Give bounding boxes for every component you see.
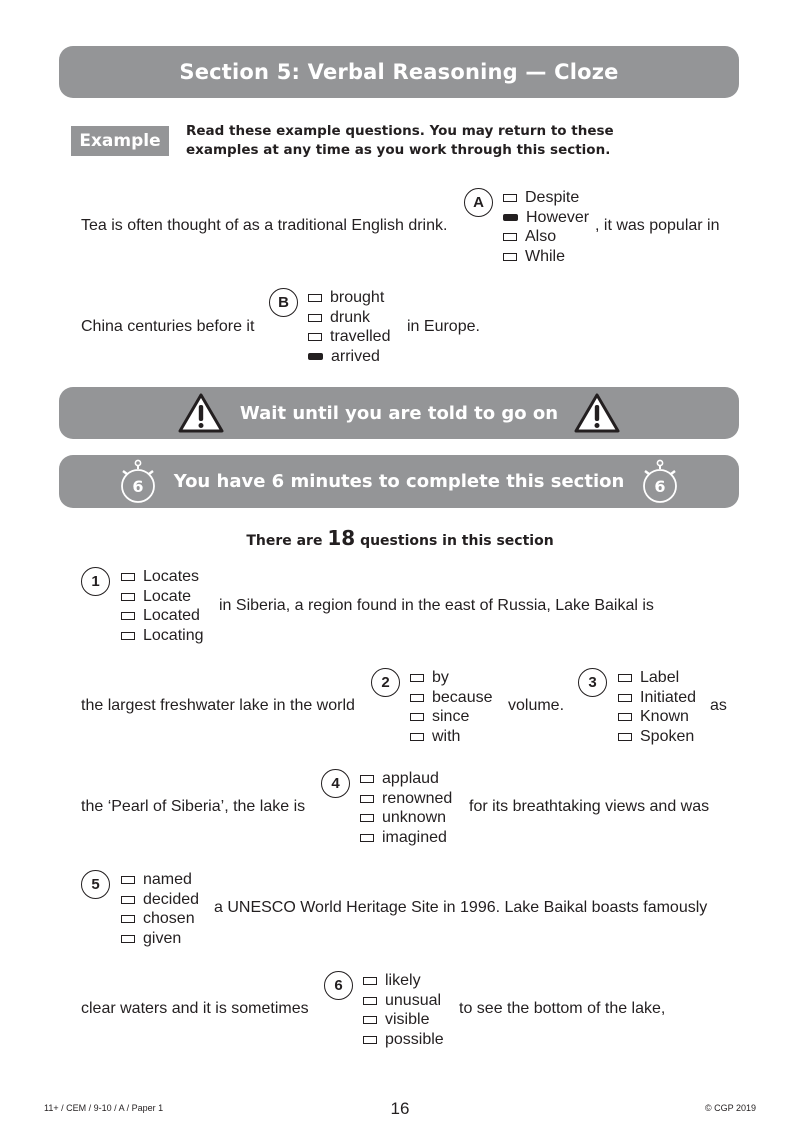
wait-banner [59, 387, 739, 439]
checkbox-icon[interactable] [363, 997, 377, 1005]
option-however[interactable]: However [503, 208, 589, 228]
footer-paper-code: 11+ / CEM / 9-10 / A / Paper 1 [44, 1103, 164, 1113]
checkbox-icon[interactable] [121, 612, 135, 620]
passage-line-2-after: as [710, 697, 727, 714]
question-marker-5: 5 [81, 870, 110, 899]
checkbox-icon[interactable] [121, 573, 135, 581]
passage-line-4: a UNESCO World Heritage Site in 1996. Lake Baikal boasts famously [214, 899, 708, 916]
options-group-1 [121, 567, 204, 645]
checkbox-icon[interactable] [410, 674, 424, 682]
options-group-5 [121, 870, 199, 948]
option-known[interactable]: Known [618, 707, 696, 727]
passage-line-1: in Siberia, a region found in the east of Russia, Lake Baikal is [219, 597, 654, 614]
time-text: You have 6 minutes to complete this section [173, 471, 625, 492]
option-initiated[interactable]: Initiated [618, 688, 696, 708]
checkbox-icon[interactable] [503, 233, 517, 241]
question-marker-2: 2 [371, 668, 400, 697]
checkbox-icon[interactable] [121, 896, 135, 904]
checkbox-icon[interactable] [308, 294, 322, 302]
checkbox-checked-icon[interactable] [308, 353, 323, 360]
option-brought[interactable]: brought [308, 288, 390, 308]
checkbox-icon[interactable] [121, 593, 135, 601]
option-unusual[interactable]: unusual [363, 991, 444, 1011]
option-by[interactable]: by [410, 668, 493, 688]
question-count: There are 18 questions in this section [246, 526, 554, 550]
option-locating[interactable]: Locating [121, 626, 204, 646]
checkbox-icon[interactable] [308, 333, 322, 341]
option-imagined[interactable]: imagined [360, 828, 452, 848]
footer-copyright: © CGP 2019 [705, 1103, 756, 1113]
option-because[interactable]: because [410, 688, 493, 708]
checkbox-icon[interactable] [410, 694, 424, 702]
question-marker-3: 3 [578, 668, 607, 697]
checkbox-icon[interactable] [618, 694, 632, 702]
checkbox-icon[interactable] [121, 915, 135, 923]
options-group-4 [360, 769, 452, 847]
checkbox-icon[interactable] [618, 674, 632, 682]
checkbox-icon[interactable] [410, 713, 424, 721]
option-decided[interactable]: decided [121, 890, 199, 910]
passage-line-3-before: the ‘Pearl of Siberia’, the lake is [81, 798, 306, 815]
stopwatch-icon [635, 459, 685, 505]
passage-line-3-after: for its breathtaking views and was [469, 798, 710, 815]
option-since[interactable]: since [410, 707, 493, 727]
example-badge: Example [71, 126, 169, 156]
checkbox-icon[interactable] [503, 253, 517, 261]
option-with[interactable]: with [410, 727, 493, 747]
checkbox-icon[interactable] [360, 795, 374, 803]
option-unknown[interactable]: unknown [360, 808, 452, 828]
option-locate[interactable]: Locate [121, 587, 204, 607]
question-marker-1: 1 [81, 567, 110, 596]
passage-line-2-before: the largest freshwater lake in the world [81, 697, 355, 714]
time-banner [59, 455, 739, 508]
checkbox-icon[interactable] [363, 977, 377, 985]
option-locates[interactable]: Locates [121, 567, 204, 587]
question-marker-6: 6 [324, 971, 353, 1000]
checkbox-icon[interactable] [360, 814, 374, 822]
checkbox-icon[interactable] [360, 834, 374, 842]
page-number: 16 [390, 1099, 410, 1118]
question-marker-4: 4 [321, 769, 350, 798]
option-spoken[interactable]: Spoken [618, 727, 696, 747]
option-applaud[interactable]: applaud [360, 769, 452, 789]
warning-triangle-icon [572, 390, 622, 436]
options-group-a [503, 188, 589, 266]
checkbox-icon[interactable] [121, 632, 135, 640]
option-drunk[interactable]: drunk [308, 308, 390, 328]
checkbox-icon[interactable] [618, 713, 632, 721]
svg-text:6: 6 [654, 476, 666, 496]
option-while[interactable]: While [503, 247, 589, 267]
option-label[interactable]: Label [618, 668, 696, 688]
passage-line-5-after: to see the bottom of the lake, [459, 1000, 666, 1017]
options-group-6 [363, 971, 444, 1049]
checkbox-icon[interactable] [121, 935, 135, 943]
wait-text: Wait until you are told to go on [239, 402, 559, 424]
options-group-3 [618, 668, 696, 746]
example-line-2-after: in Europe. [407, 318, 480, 335]
passage-line-5-before: clear waters and it is sometimes [81, 1000, 309, 1017]
option-located[interactable]: Located [121, 606, 204, 626]
option-visible[interactable]: visible [363, 1010, 444, 1030]
checkbox-icon[interactable] [618, 733, 632, 741]
option-possible[interactable]: possible [363, 1030, 444, 1050]
example-line-1-before: Tea is often thought of as a traditional English drink. [81, 217, 448, 234]
svg-text:6: 6 [132, 476, 144, 496]
stopwatch-icon [113, 459, 163, 505]
passage-line-2-middle: volume. [508, 697, 565, 714]
option-travelled[interactable]: travelled [308, 327, 390, 347]
option-arrived[interactable]: arrived [308, 347, 390, 367]
options-group-b [308, 288, 390, 366]
section-title-banner [59, 46, 739, 98]
section-title: Section 5: Verbal Reasoning — Cloze [179, 60, 619, 84]
example-line-1-after: , it was popular in [595, 217, 720, 234]
option-despite[interactable]: Despite [503, 188, 589, 208]
warning-triangle-icon [176, 390, 226, 436]
checkbox-icon[interactable] [121, 876, 135, 884]
options-group-2 [410, 668, 493, 746]
question-marker-a: A [464, 188, 493, 217]
checkbox-icon[interactable] [363, 1036, 377, 1044]
checkbox-icon[interactable] [410, 733, 424, 741]
question-marker-b: B [269, 288, 298, 317]
option-renowned[interactable]: renowned [360, 789, 452, 809]
option-named[interactable]: named [121, 870, 199, 890]
option-given[interactable]: given [121, 929, 199, 949]
checkbox-checked-icon[interactable] [503, 214, 518, 221]
example-instructions: Read these example questions. You may return to these examples at any time as you work through this section. [186, 123, 614, 158]
checkbox-icon[interactable] [360, 775, 374, 783]
option-also[interactable]: Also [503, 227, 589, 247]
option-likely[interactable]: likely [363, 971, 444, 991]
checkbox-icon[interactable] [308, 314, 322, 322]
checkbox-icon[interactable] [503, 194, 517, 202]
question-count-number: 18 [327, 526, 356, 550]
checkbox-icon[interactable] [363, 1016, 377, 1024]
example-line-2-before: China centuries before it [81, 318, 255, 335]
option-chosen[interactable]: chosen [121, 909, 199, 929]
